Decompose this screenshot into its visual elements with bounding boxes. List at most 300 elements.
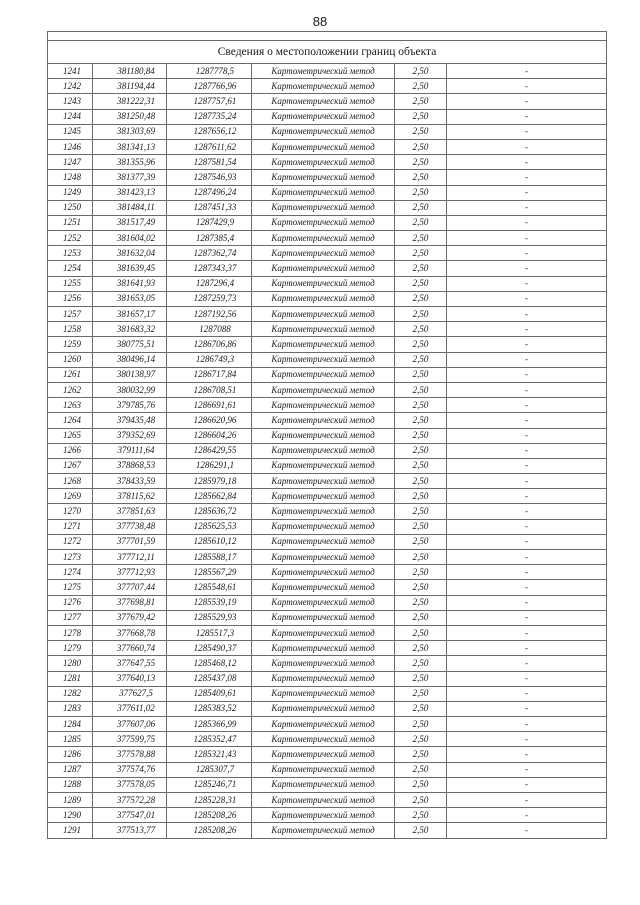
note-cell [447, 307, 607, 322]
method-cell: Картометрический метод [252, 671, 395, 686]
method-cell: Картометрический метод [252, 337, 395, 352]
note-cell [447, 595, 607, 610]
point-number-cell: 1290 [48, 808, 93, 823]
coordinate-x-cell: 377707,44 [93, 580, 167, 595]
note-cell [447, 398, 607, 413]
table-row [48, 109, 607, 124]
point-number-cell: 1257 [48, 307, 93, 322]
table-row [48, 94, 607, 109]
note-cell [447, 580, 607, 595]
note-cell [447, 79, 607, 94]
note-text: - [525, 733, 529, 744]
note-text: - [525, 247, 529, 258]
accuracy-cell: 2,50 [395, 352, 447, 367]
note-text: - [525, 794, 529, 805]
point-number-cell: 1262 [48, 382, 93, 397]
note-text: - [525, 95, 529, 106]
point-number-cell: 1248 [48, 170, 93, 185]
table-row [48, 200, 607, 215]
coordinate-y-cell: 1285625,53 [167, 519, 252, 534]
note-cell [447, 322, 607, 337]
coordinate-y-cell: 1287735,24 [167, 109, 252, 124]
accuracy-cell: 2,50 [395, 489, 447, 504]
note-text: - [525, 612, 529, 623]
table-row [48, 823, 607, 838]
note-text: - [525, 369, 529, 380]
note-cell [447, 276, 607, 291]
method-cell: Картометрический метод [252, 124, 395, 139]
point-number-cell: 1268 [48, 474, 93, 489]
coordinate-y-cell: 1285588,17 [167, 550, 252, 565]
note-cell [447, 656, 607, 671]
note-text: - [525, 430, 529, 441]
boundary-coordinates-table [47, 31, 607, 839]
table-row [48, 534, 607, 549]
note-text: - [525, 657, 529, 668]
accuracy-cell: 2,50 [395, 337, 447, 352]
accuracy-cell: 2,50 [395, 671, 447, 686]
note-cell [447, 428, 607, 443]
method-cell: Картометрический метод [252, 139, 395, 154]
point-number-cell: 1263 [48, 398, 93, 413]
coordinate-y-cell: 1285979,18 [167, 474, 252, 489]
note-text: - [525, 126, 529, 137]
point-number-cell: 1269 [48, 489, 93, 504]
note-cell [447, 155, 607, 170]
method-cell: Картометрический метод [252, 200, 395, 215]
coordinate-x-cell: 377640,13 [93, 671, 167, 686]
table-row [48, 747, 607, 762]
note-cell [447, 64, 607, 79]
coordinate-y-cell: 1285567,29 [167, 565, 252, 580]
coordinate-x-cell: 377578,05 [93, 777, 167, 792]
method-cell: Картометрический метод [252, 732, 395, 747]
note-text: - [525, 384, 529, 395]
method-cell: Картометрический метод [252, 413, 395, 428]
table-row [48, 170, 607, 185]
method-cell: Картометрический метод [252, 458, 395, 473]
coordinate-x-cell: 379435,48 [93, 413, 167, 428]
point-number-cell: 1272 [48, 534, 93, 549]
accuracy-cell: 2,50 [395, 185, 447, 200]
point-number-cell: 1252 [48, 231, 93, 246]
point-number-cell: 1270 [48, 504, 93, 519]
coordinate-x-cell: 377668,78 [93, 625, 167, 640]
coordinate-y-cell: 1285468,12 [167, 656, 252, 671]
coordinate-x-cell: 378433,59 [93, 474, 167, 489]
table-row [48, 671, 607, 686]
note-text: - [525, 521, 529, 532]
point-number-cell: 1251 [48, 215, 93, 230]
coordinate-y-cell: 1286291,1 [167, 458, 252, 473]
table-row [48, 686, 607, 701]
note-cell [447, 382, 607, 397]
note-cell [447, 489, 607, 504]
coordinate-x-cell: 381683,32 [93, 322, 167, 337]
coordinate-x-cell: 379785,76 [93, 398, 167, 413]
table-row [48, 428, 607, 443]
coordinate-x-cell: 377611,02 [93, 701, 167, 716]
table-row [48, 215, 607, 230]
coordinate-x-cell: 381341,13 [93, 139, 167, 154]
table-row [48, 185, 607, 200]
note-text: - [525, 475, 529, 486]
table-row [48, 352, 607, 367]
coordinate-y-cell: 1285636,72 [167, 504, 252, 519]
point-number-cell: 1244 [48, 109, 93, 124]
method-cell: Картометрический метод [252, 565, 395, 580]
note-cell [447, 808, 607, 823]
note-text: - [525, 749, 529, 760]
point-number-cell: 1264 [48, 413, 93, 428]
coordinate-y-cell: 1285610,12 [167, 534, 252, 549]
accuracy-cell: 2,50 [395, 367, 447, 382]
accuracy-cell: 2,50 [395, 610, 447, 625]
coordinate-x-cell: 377547,01 [93, 808, 167, 823]
coordinate-y-cell: 1287778,5 [167, 64, 252, 79]
note-text: - [525, 399, 529, 410]
method-cell: Картометрический метод [252, 246, 395, 261]
note-cell [447, 762, 607, 777]
coordinate-x-cell: 377679,42 [93, 610, 167, 625]
accuracy-cell: 2,50 [395, 747, 447, 762]
note-text: - [525, 566, 529, 577]
coordinate-x-cell: 377607,06 [93, 717, 167, 732]
note-text: - [525, 581, 529, 592]
accuracy-cell: 2,50 [395, 686, 447, 701]
coordinate-x-cell: 378115,62 [93, 489, 167, 504]
accuracy-cell: 2,50 [395, 458, 447, 473]
accuracy-cell: 2,50 [395, 641, 447, 656]
accuracy-cell: 2,50 [395, 443, 447, 458]
point-number-cell: 1258 [48, 322, 93, 337]
coordinate-y-cell: 1286429,55 [167, 443, 252, 458]
note-text: - [525, 809, 529, 820]
method-cell: Картометрический метод [252, 641, 395, 656]
note-cell [447, 215, 607, 230]
method-cell: Картометрический метод [252, 185, 395, 200]
accuracy-cell: 2,50 [395, 94, 447, 109]
method-cell: Картометрический метод [252, 823, 395, 838]
coordinate-y-cell: 1287581,54 [167, 155, 252, 170]
coordinate-x-cell: 381657,17 [93, 307, 167, 322]
point-number-cell: 1274 [48, 565, 93, 580]
coordinate-y-cell: 1286717,84 [167, 367, 252, 382]
note-text: - [525, 171, 529, 182]
table-row [48, 519, 607, 534]
table-row [48, 322, 607, 337]
coordinate-x-cell: 377578,88 [93, 747, 167, 762]
table-row [48, 79, 607, 94]
method-cell: Картометрический метод [252, 717, 395, 732]
note-cell [447, 261, 607, 276]
note-text: - [525, 627, 529, 638]
accuracy-cell: 2,50 [395, 717, 447, 732]
method-cell: Картометрический метод [252, 276, 395, 291]
note-cell [447, 671, 607, 686]
method-cell: Картометрический метод [252, 793, 395, 808]
table-body [48, 64, 607, 839]
coordinate-x-cell: 377574,76 [93, 762, 167, 777]
coordinate-y-cell: 1285352,47 [167, 732, 252, 747]
table-row [48, 382, 607, 397]
coordinate-x-cell: 381639,45 [93, 261, 167, 276]
point-number-cell: 1242 [48, 79, 93, 94]
method-cell: Картометрический метод [252, 428, 395, 443]
note-text: - [525, 779, 529, 790]
note-text: - [525, 536, 529, 547]
note-cell [447, 185, 607, 200]
accuracy-cell: 2,50 [395, 413, 447, 428]
note-text: - [525, 80, 529, 91]
coordinate-y-cell: 1285321,43 [167, 747, 252, 762]
point-number-cell: 1265 [48, 428, 93, 443]
coordinate-y-cell: 1285307,7 [167, 762, 252, 777]
note-cell [447, 823, 607, 838]
note-text: - [525, 688, 529, 699]
method-cell: Картометрический метод [252, 64, 395, 79]
method-cell: Картометрический метод [252, 367, 395, 382]
coordinate-x-cell: 377660,74 [93, 641, 167, 656]
coordinate-x-cell: 381303,69 [93, 124, 167, 139]
accuracy-cell: 2,50 [395, 534, 447, 549]
note-text: - [525, 202, 529, 213]
note-text: - [525, 460, 529, 471]
table-row [48, 64, 607, 79]
note-text: - [525, 278, 529, 289]
note-text: - [525, 445, 529, 456]
accuracy-cell: 2,50 [395, 808, 447, 823]
coordinate-y-cell: 1285383,52 [167, 701, 252, 716]
coordinate-x-cell: 377698,81 [93, 595, 167, 610]
accuracy-cell: 2,50 [395, 777, 447, 792]
point-number-cell: 1283 [48, 701, 93, 716]
accuracy-cell: 2,50 [395, 322, 447, 337]
accuracy-cell: 2,50 [395, 139, 447, 154]
coordinate-x-cell: 378868,53 [93, 458, 167, 473]
note-cell [447, 610, 607, 625]
coordinate-y-cell: 1285539,19 [167, 595, 252, 610]
accuracy-cell: 2,50 [395, 580, 447, 595]
method-cell: Картометрический метод [252, 94, 395, 109]
method-cell: Картометрический метод [252, 170, 395, 185]
accuracy-cell: 2,50 [395, 701, 447, 716]
accuracy-cell: 2,50 [395, 823, 447, 838]
table-row [48, 777, 607, 792]
table-row [48, 231, 607, 246]
coordinate-y-cell: 1287546,93 [167, 170, 252, 185]
method-cell: Картометрический метод [252, 625, 395, 640]
note-cell [447, 717, 607, 732]
point-number-cell: 1288 [48, 777, 93, 792]
point-number-cell: 1289 [48, 793, 93, 808]
note-cell [447, 565, 607, 580]
coordinate-y-cell: 1287192,56 [167, 307, 252, 322]
accuracy-cell: 2,50 [395, 428, 447, 443]
accuracy-cell: 2,50 [395, 124, 447, 139]
coordinate-x-cell: 381194,44 [93, 79, 167, 94]
method-cell: Картометрический метод [252, 534, 395, 549]
coordinate-x-cell: 381377,39 [93, 170, 167, 185]
coordinate-x-cell: 377599,75 [93, 732, 167, 747]
accuracy-cell: 2,50 [395, 504, 447, 519]
accuracy-cell: 2,50 [395, 155, 447, 170]
table-row [48, 246, 607, 261]
table-row [48, 625, 607, 640]
point-number-cell: 1285 [48, 732, 93, 747]
table-row [48, 474, 607, 489]
accuracy-cell: 2,50 [395, 307, 447, 322]
note-text: - [525, 111, 529, 122]
coordinate-x-cell: 381423,13 [93, 185, 167, 200]
coordinate-x-cell: 381641,93 [93, 276, 167, 291]
point-number-cell: 1255 [48, 276, 93, 291]
table-row [48, 793, 607, 808]
coordinate-y-cell: 1287259,73 [167, 291, 252, 306]
note-cell [447, 747, 607, 762]
coordinate-y-cell: 1285409,61 [167, 686, 252, 701]
point-number-cell: 1279 [48, 641, 93, 656]
method-cell: Картометрический метод [252, 550, 395, 565]
coordinate-x-cell: 380032,99 [93, 382, 167, 397]
coordinate-y-cell: 1286706,86 [167, 337, 252, 352]
note-text: - [525, 187, 529, 198]
note-cell [447, 701, 607, 716]
accuracy-cell: 2,50 [395, 200, 447, 215]
note-text: - [525, 703, 529, 714]
point-number-cell: 1281 [48, 671, 93, 686]
table-row [48, 276, 607, 291]
point-number-cell: 1256 [48, 291, 93, 306]
coordinate-y-cell: 1287362,74 [167, 246, 252, 261]
method-cell: Картометрический метод [252, 307, 395, 322]
point-number-cell: 1291 [48, 823, 93, 838]
point-number-cell: 1282 [48, 686, 93, 701]
note-cell [447, 352, 607, 367]
coordinate-x-cell: 377513,77 [93, 823, 167, 838]
method-cell: Картометрический метод [252, 519, 395, 534]
coordinate-y-cell: 1285228,31 [167, 793, 252, 808]
note-cell [447, 291, 607, 306]
note-cell [447, 625, 607, 640]
method-cell: Картометрический метод [252, 231, 395, 246]
note-cell [447, 200, 607, 215]
note-text: - [525, 232, 529, 243]
note-cell [447, 458, 607, 473]
note-text: - [525, 293, 529, 304]
point-number-cell: 1276 [48, 595, 93, 610]
table-row [48, 717, 607, 732]
method-cell: Картометрический метод [252, 701, 395, 716]
table-row [48, 550, 607, 565]
note-cell [447, 124, 607, 139]
note-cell [447, 443, 607, 458]
method-cell: Картометрический метод [252, 504, 395, 519]
point-number-cell: 1254 [48, 261, 93, 276]
note-text: - [525, 673, 529, 684]
note-text: - [525, 414, 529, 425]
coordinate-x-cell: 380775,51 [93, 337, 167, 352]
accuracy-cell: 2,50 [395, 215, 447, 230]
table-row [48, 291, 607, 306]
point-number-cell: 1286 [48, 747, 93, 762]
coordinate-x-cell: 381250,48 [93, 109, 167, 124]
accuracy-cell: 2,50 [395, 398, 447, 413]
table-row [48, 762, 607, 777]
note-cell [447, 474, 607, 489]
table-row [48, 155, 607, 170]
note-text: - [525, 597, 529, 608]
method-cell: Картометрический метод [252, 762, 395, 777]
table-row [48, 307, 607, 322]
method-cell: Картометрический метод [252, 398, 395, 413]
method-cell: Картометрический метод [252, 291, 395, 306]
coordinate-y-cell: 1287766,96 [167, 79, 252, 94]
coordinate-x-cell: 379111,64 [93, 443, 167, 458]
note-cell [447, 504, 607, 519]
coordinate-x-cell: 381355,96 [93, 155, 167, 170]
note-cell [447, 550, 607, 565]
method-cell: Картометрический метод [252, 322, 395, 337]
coordinate-x-cell: 380138,97 [93, 367, 167, 382]
accuracy-cell: 2,50 [395, 79, 447, 94]
accuracy-cell: 2,50 [395, 291, 447, 306]
note-text: - [525, 718, 529, 729]
coordinate-y-cell: 1287385,4 [167, 231, 252, 246]
point-number-cell: 1245 [48, 124, 93, 139]
coordinate-y-cell: 1286604,26 [167, 428, 252, 443]
coordinate-x-cell: 377627,5 [93, 686, 167, 701]
accuracy-cell: 2,50 [395, 625, 447, 640]
coordinate-x-cell: 377738,48 [93, 519, 167, 534]
coordinate-y-cell: 1286749,3 [167, 352, 252, 367]
accuracy-cell: 2,50 [395, 550, 447, 565]
coordinate-x-cell: 377572,28 [93, 793, 167, 808]
table-top-spacer-cell [48, 32, 607, 41]
coordinate-y-cell: 1285517,3 [167, 625, 252, 640]
note-text: - [525, 156, 529, 167]
accuracy-cell: 2,50 [395, 762, 447, 777]
method-cell: Картометрический метод [252, 474, 395, 489]
accuracy-cell: 2,50 [395, 519, 447, 534]
method-cell: Картометрический метод [252, 808, 395, 823]
point-number-cell: 1243 [48, 94, 93, 109]
table-row [48, 337, 607, 352]
table-row [48, 367, 607, 382]
point-number-cell: 1250 [48, 200, 93, 215]
note-cell [447, 94, 607, 109]
note-text: - [525, 490, 529, 501]
table-row [48, 124, 607, 139]
note-text: - [525, 764, 529, 775]
coordinate-x-cell: 381632,04 [93, 246, 167, 261]
note-cell [447, 793, 607, 808]
method-cell: Картометрический метод [252, 382, 395, 397]
point-number-cell: 1275 [48, 580, 93, 595]
coordinate-y-cell: 1287296,4 [167, 276, 252, 291]
coordinate-x-cell: 377851,63 [93, 504, 167, 519]
accuracy-cell: 2,50 [395, 261, 447, 276]
coordinate-y-cell: 1285246,71 [167, 777, 252, 792]
coordinate-x-cell: 377712,11 [93, 550, 167, 565]
accuracy-cell: 2,50 [395, 732, 447, 747]
table-row [48, 458, 607, 473]
method-cell: Картометрический метод [252, 109, 395, 124]
point-number-cell: 1284 [48, 717, 93, 732]
note-text: - [525, 141, 529, 152]
method-cell: Картометрический метод [252, 215, 395, 230]
table-row [48, 504, 607, 519]
